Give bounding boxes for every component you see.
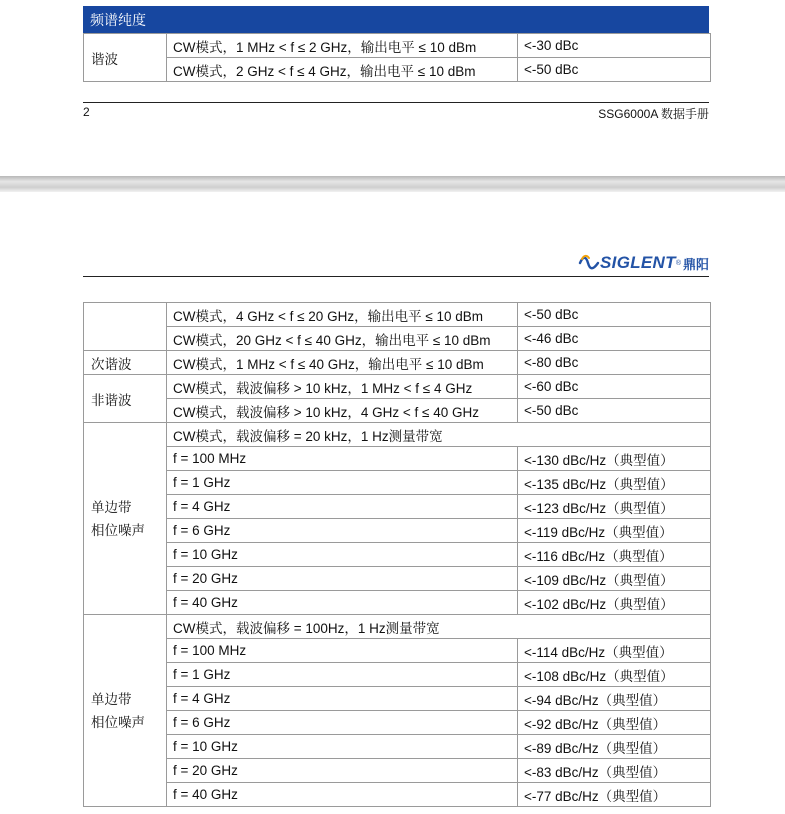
table-row [84,519,711,543]
phase-noise-label-20k [84,423,167,615]
condition-cell: CW模式，载波偏移 > 10 kHz，1 MHz < f ≤ 4 GHz [167,375,518,399]
freq-cell: f = 20 GHz [167,759,518,783]
condition-cell: CW模式，1 MHz < f ≤ 40 GHz，输出电平 ≤ 10 dBm [167,351,518,375]
condition-cell: CW模式，4 GHz < f ≤ 20 GHz，输出电平 ≤ 10 dBm [167,303,518,327]
page-separator [0,176,785,192]
value-cell: <-135 dBc/Hz（典型值） [518,471,711,495]
value-cell: <-123 dBc/Hz（典型值） [518,495,711,519]
phase-noise-title-20k: CW模式，载波偏移 = 20 kHz，1 Hz测量带宽 [167,423,711,447]
condition-cell: CW模式，2 GHz < f ≤ 4 GHz，输出电平 ≤ 10 dBm [167,58,518,82]
value-cell: <-102 dBc/Hz（典型值） [518,591,711,615]
logo-brand: SIGLENT [600,253,676,272]
freq-cell: f = 100 MHz [167,447,518,471]
header-divider [83,276,709,277]
label-line: 单边带 [91,691,132,707]
condition-cell: CW模式，20 GHz < f ≤ 40 GHz，输出电平 ≤ 10 dBm [167,327,518,351]
value-cell: <-83 dBc/Hz（典型值） [518,759,711,783]
siglent-logo [578,252,709,274]
freq-cell: f = 10 GHz [167,735,518,759]
freq-cell: f = 40 GHz [167,591,518,615]
nonharmonic-label: 非谐波 [84,375,167,423]
table-row [84,759,711,783]
table-row [84,495,711,519]
harmonic-cont-label [84,303,167,351]
page-number: 2 [83,105,90,119]
value-cell: <-46 dBc [518,327,711,351]
phase-noise-label-100 [84,615,167,807]
table-row [84,591,711,615]
freq-cell: f = 1 GHz [167,471,518,495]
table-row [84,34,711,58]
spectral-purity-table [83,302,711,807]
freq-cell: f = 4 GHz [167,495,518,519]
table-row [84,543,711,567]
value-cell: <-50 dBc [518,303,711,327]
freq-cell: f = 6 GHz [167,519,518,543]
value-cell: <-94 dBc/Hz（典型值） [518,687,711,711]
freq-cell: f = 4 GHz [167,687,518,711]
siglent-wave-icon [578,254,600,272]
logo-brand-cn: 鼎阳 [682,256,709,272]
freq-cell: f = 20 GHz [167,567,518,591]
phase-noise-title-100: CW模式，载波偏移 = 100Hz，1 Hz测量带宽 [167,615,711,639]
document-title: SSG6000A 数据手册 [598,107,709,121]
table-row [84,615,711,639]
harmonic-label: 谐波 [84,34,167,82]
label-line: 相位噪声 [91,522,145,538]
freq-cell: f = 10 GHz [167,543,518,567]
subharmonic-label: 次谐波 [84,351,167,375]
logo-registered: ® [675,259,681,267]
table-row [84,735,711,759]
table-row [84,423,711,447]
freq-cell: f = 100 MHz [167,639,518,663]
spectral-purity-table-top [83,33,711,82]
freq-cell: f = 6 GHz [167,711,518,735]
value-cell: <-114 dBc/Hz（典型值） [518,639,711,663]
section-header-spectral-purity: 频谱纯度 [83,6,709,33]
value-cell: <-119 dBc/Hz（典型值） [518,519,711,543]
label-line: 单边带 [91,499,132,515]
value-cell: <-50 dBc [518,58,711,82]
value-cell: <-89 dBc/Hz（典型值） [518,735,711,759]
table-row [84,399,711,423]
condition-cell: CW模式，1 MHz < f ≤ 2 GHz，输出电平 ≤ 10 dBm [167,34,518,58]
table-row [84,567,711,591]
value-cell: <-116 dBc/Hz（典型值） [518,543,711,567]
table-row [84,303,711,327]
table-row [84,447,711,471]
value-cell: <-92 dBc/Hz（典型值） [518,711,711,735]
table-row [84,687,711,711]
value-cell: <-108 dBc/Hz（典型值） [518,663,711,687]
table-row [84,327,711,351]
value-cell: <-130 dBc/Hz（典型值） [518,447,711,471]
value-cell: <-60 dBc [518,375,711,399]
table-row [84,351,711,375]
condition-cell: CW模式，载波偏移 > 10 kHz，4 GHz < f ≤ 40 GHz [167,399,518,423]
table-row [84,639,711,663]
value-cell: <-77 dBc/Hz（典型值） [518,783,711,807]
table-row [84,711,711,735]
value-cell: <-80 dBc [518,351,711,375]
table-row [84,783,711,807]
table-row [84,375,711,399]
table-row [84,58,711,82]
value-cell: <-30 dBc [518,34,711,58]
freq-cell: f = 1 GHz [167,663,518,687]
footer-divider [83,102,709,103]
table-row [84,663,711,687]
value-cell: <-109 dBc/Hz（典型值） [518,567,711,591]
table-row [84,471,711,495]
value-cell: <-50 dBc [518,399,711,423]
label-line: 相位噪声 [91,714,145,730]
freq-cell: f = 40 GHz [167,783,518,807]
